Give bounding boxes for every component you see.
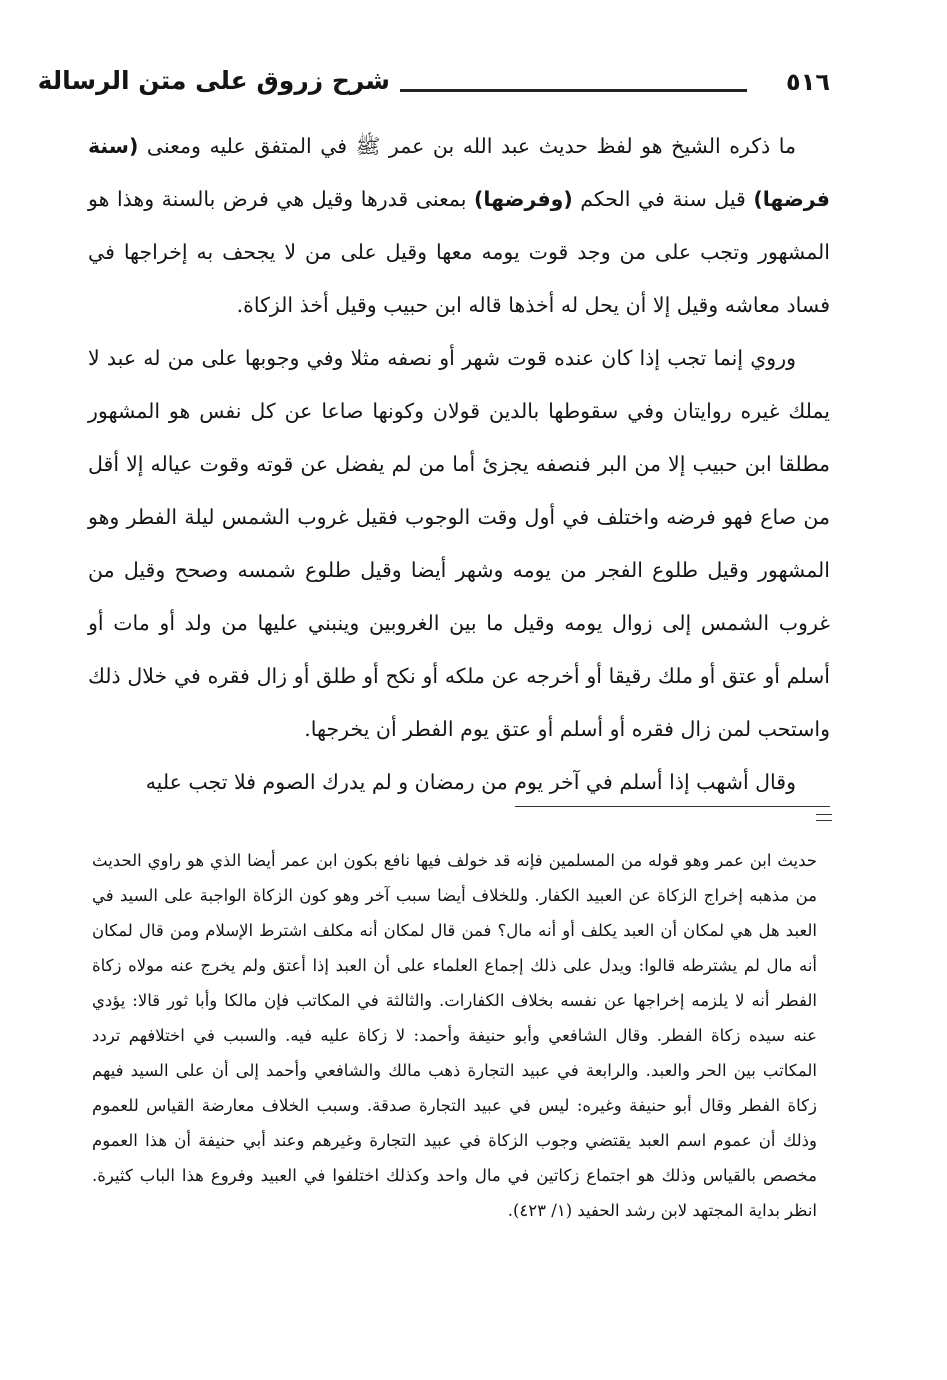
- bold-term-sunna: (سنة فرضها): [88, 134, 830, 211]
- paragraph-3: وقال أشهب إذا أسلم في آخر يوم من رمضان و لم يدرك الصوم فلا تجب عليه: [145, 770, 796, 794]
- paragraph-1: [88, 120, 830, 332]
- paragraph-1-middle: قيل سنة في الحكم: [580, 187, 746, 211]
- footnote-continuation-marker: [816, 814, 832, 826]
- page-number: ٥١٦: [786, 68, 830, 96]
- bold-term-fard: (وفرضها): [474, 187, 573, 211]
- paragraph-1-rest: بمعنى قدرها وقيل هي فرض بالسنة وهذا هو المشهور وتجب على من وجد قوت يومه معها وقيل على من لا يجحف به إخراجها في فساد معاشه وقيل إلا أن يحل له أخذها قاله ابن حبيب وقيل أخذ الزكاة.: [88, 187, 830, 317]
- header-rule: [400, 89, 747, 92]
- running-title: شرح زروق على متن الرسالة: [37, 66, 390, 95]
- footnote-paragraph: حديث ابن عمر وهو قوله من المسلمين فإنه قد خولف فيها نافع بكون ابن عمر أيضا الذي هو راوي الحديث من مذهبه إخراج الزكاة عن العبيد الكفار. وللخلاف أيضا سبب آخر وهو كون الزكاة الواجبة على السيد في العبد هل هي لمكان أن العبد يكلف أو أنه مال؟ فمن قال لمكان أنه مكلف اشترط الإسلام ومن قال لمكان أنه مال لم يشترطه قالوا: ويدل على ذلك إجماع العلماء على أن العبد إذا أعتق ولم يخرج عنه مولاه زكاة الفطر أنه لا يلزمه إخراجها عن نفسه بخلاف الكفارات. والثالثة في المكاتب فإن مالكا وأبا ثور قالا: يؤدي عنه سيده زكاة الفطر. وقال الشافعي وأبو حنيفة وأحمد: لا زكاة عليه فيه. والسبب في اختلافهم تردد المكاتب بين الحر والعبد. والرابعة في عبيد التجارة ذهب مالك والشافعي وأحمد إلى أن على السيد فيهم زكاة الفطر وقال أبو حنيفة وغيره: ليس في عبيد التجارة صدقة. وسبب الخلاف معارضة القياس للعموم وذلك أن عموم اسم العبد يقتضي وجوب الزكاة في عبيد التجارة وغيرهم وعند أبي حنيفة أن هذا العموم مخصص بالقياس وذلك هو اجتماع زكاتين في مال واحد وكذلك اختلفوا في العبيد وفروع هذا الباب كثيرة. انظر بداية المجتهد لابن رشد الحفيد (١/ ٤٢٣).: [92, 851, 817, 1220]
- paragraph-1-intro: ما ذكره الشيخ هو لفظ حديث عبد الله بن عمر ﷺ في المتفق عليه ومعنى: [146, 134, 796, 158]
- main-text: [88, 120, 830, 809]
- paragraph-2: وروي إنما تجب إذا كان عنده قوت شهر أو نصفه مثلا وفي وجوبها على من له عبد لا يملك غيره روايتان وفي سقوطها بالدين قولان وكونها صاعا عن كل نفس هو المشهور مطلقا ابن حبيب إلا من البر فنصفه يجزئ أما من لم يفضل عن قوته وقوت عياله إلا أقل من صاع فهو فرضه واختلف في أول وقت الوجوب فقيل غروب الشمس ليلة الفطر وهو المشهور وقيل طلوع الفجر من يومه وشهر أيضا وقيل طلوع شمسه وصحح وقيل من غروب الشمس إلى زوال يومه وقيل ما بين الغروبين وينبني عليها من ولد أو مات أو أسلم أو عتق أو ملك رقيقا أو أخرجه عن ملكه أو نكح أو طلق أو زال فقره في خلال ذلك واستحب لمن زال فقره أو أسلم أو عتق يوم الفطر أن يخرجها.: [88, 346, 830, 741]
- footnote-rule: [515, 806, 830, 807]
- footnote-text: [92, 843, 817, 1228]
